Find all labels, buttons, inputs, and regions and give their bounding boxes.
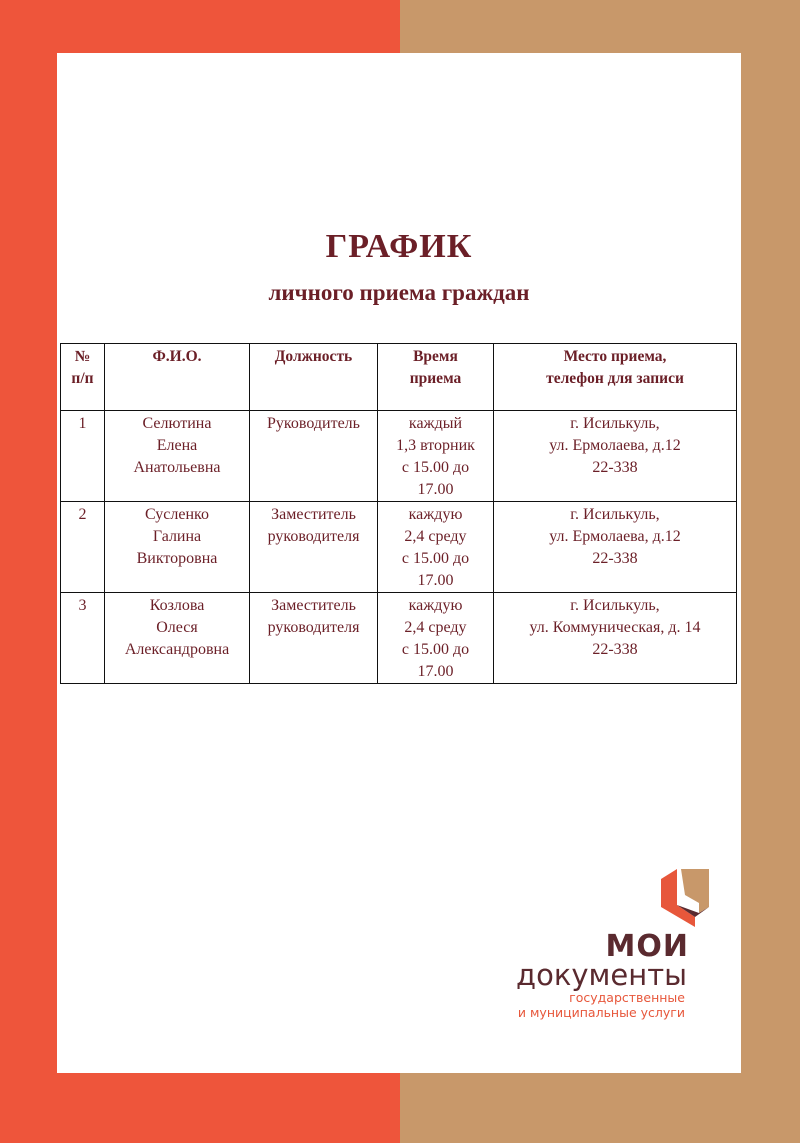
logo-text-moi: МОИ bbox=[605, 929, 689, 964]
page-title: ГРАФИК bbox=[325, 228, 473, 265]
cell-name: Козлова Олеся Александровна bbox=[105, 593, 250, 684]
cell-name: Сусленко Галина Викторовна bbox=[105, 502, 250, 593]
cell-place: г. Исилькуль, ул. Ермолаева, д.12 22-338 bbox=[494, 502, 737, 593]
logo-tagline-2: и муниципальные услуги bbox=[517, 1005, 685, 1020]
table-row bbox=[61, 502, 737, 593]
cell-number: 2 bbox=[61, 502, 105, 593]
cell-number: 3 bbox=[61, 593, 105, 684]
header-name: Ф.И.О. bbox=[105, 344, 250, 411]
table-header-row bbox=[61, 344, 737, 411]
cell-position: Руководитель bbox=[250, 411, 378, 502]
cell-place: г. Исилькуль, ул. Коммуническая, д. 14 22-338 bbox=[494, 593, 737, 684]
cell-position: Заместитель руководителя bbox=[250, 502, 378, 593]
cell-name: Селютина Елена Анатольевна bbox=[105, 411, 250, 502]
moi-dokumenty-logo-icon bbox=[655, 865, 715, 931]
table-row bbox=[61, 593, 737, 684]
document-sheet bbox=[57, 53, 741, 1073]
cell-position: Заместитель руководителя bbox=[250, 593, 378, 684]
cell-number: 1 bbox=[61, 411, 105, 502]
header-number: № п/п bbox=[61, 344, 105, 411]
header-time: Время приема bbox=[378, 344, 494, 411]
logo-text-documents: документы bbox=[516, 958, 687, 992]
page-subtitle: личного приема граждан bbox=[268, 280, 530, 305]
logo-tagline-1: государственные bbox=[569, 990, 685, 1005]
table-row bbox=[61, 411, 737, 502]
header-place: Место приема, телефон для записи bbox=[494, 344, 737, 411]
header-position: Должность bbox=[250, 344, 378, 411]
cell-time: каждую 2,4 среду с 15.00 до 17.00 bbox=[378, 502, 494, 593]
cell-place: г. Исилькуль, ул. Ермолаева, д.12 22-338 bbox=[494, 411, 737, 502]
reception-schedule-table bbox=[60, 343, 737, 684]
cell-time: каждый 1,3 вторник с 15.00 до 17.00 bbox=[378, 411, 494, 502]
cell-time: каждую 2,4 среду с 15.00 до 17.00 bbox=[378, 593, 494, 684]
